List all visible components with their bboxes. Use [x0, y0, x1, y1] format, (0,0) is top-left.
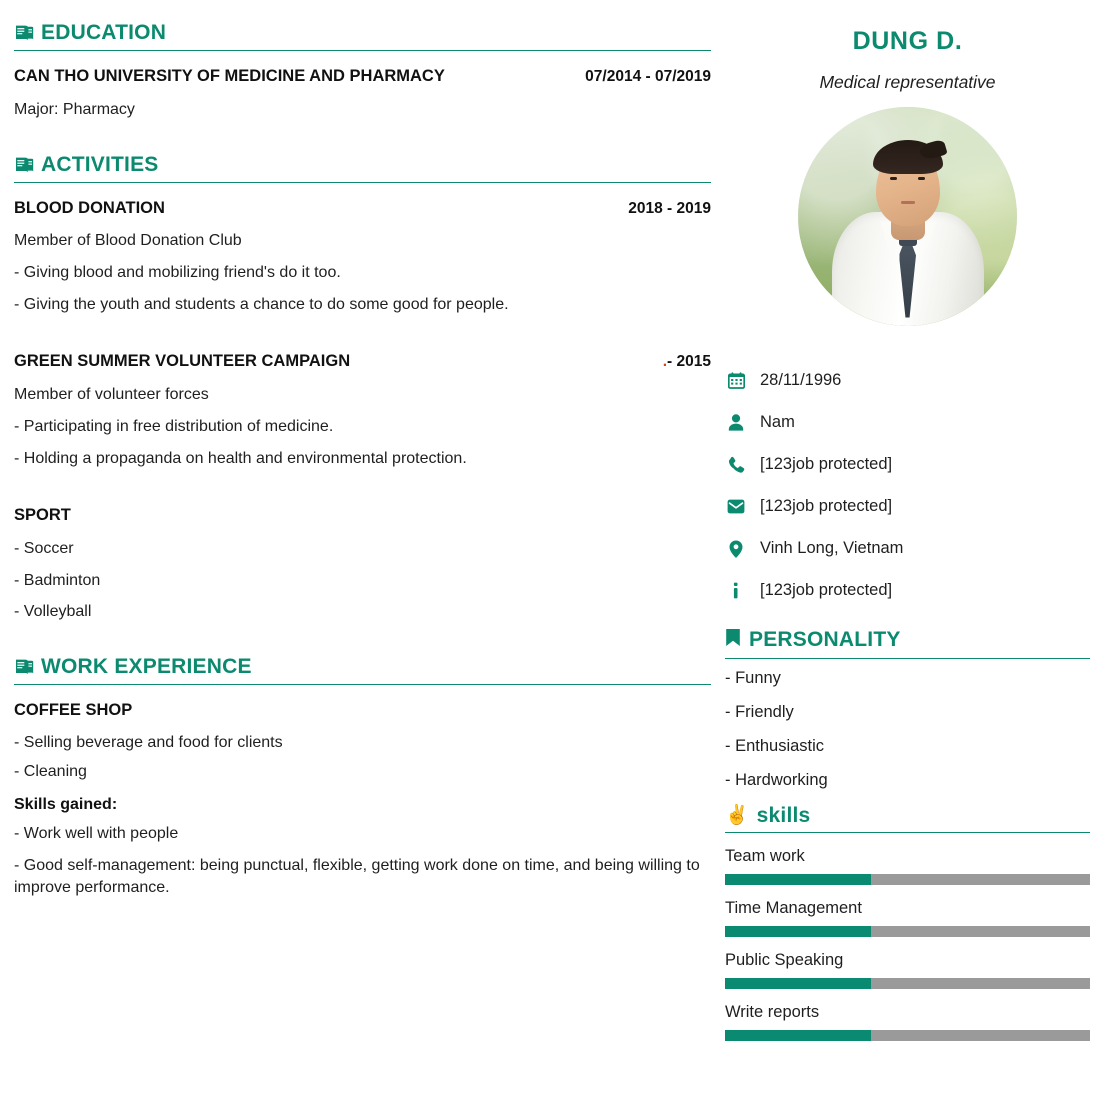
candidate-role: Medical representative [819, 71, 996, 92]
section-divider [725, 832, 1090, 833]
entry-title: COFFEE SHOP [14, 700, 133, 719]
skill-bar [725, 874, 1090, 885]
skill-bar [725, 978, 1090, 989]
contact-row-phone [725, 444, 1090, 486]
section-skills [725, 805, 1090, 1041]
entry-title: SPORT [14, 506, 71, 525]
person-icon [725, 414, 747, 431]
section-title: skills [756, 804, 811, 828]
date-dot-mark: . [662, 353, 668, 371]
entry-title: GREEN SUMMER VOLUNTEER CAMPAIGN [14, 352, 351, 371]
work-entry [14, 697, 711, 900]
right-column [725, 0, 1106, 1041]
contact-value: [123job protected] [760, 581, 893, 599]
contact-value: 28/11/1996 [760, 371, 842, 389]
education-entry [14, 63, 711, 122]
section-title: ACTIVITIES [41, 152, 159, 176]
entry-subline: - Good self-management: being punctual, flexible, getting work done on time, and being willing to improve performance. [14, 856, 700, 897]
calendar-icon [725, 372, 747, 389]
hair [873, 140, 943, 174]
personality-item: - Friendly [725, 702, 794, 721]
portrait-photo [798, 107, 1017, 326]
entry-subline: - Work well with people [14, 824, 179, 842]
entry-line: - Giving the youth and students a chance to do some good for people. [14, 295, 509, 313]
entry-line: - Cleaning [14, 763, 87, 781]
entry-subheading: Skills gained: [14, 795, 118, 813]
skill-label: Team work [725, 847, 805, 866]
section-education [14, 22, 711, 122]
entry-line: - Soccer [14, 539, 74, 557]
entry-title: CAN THO UNIVERSITY OF MEDICINE AND PHARMACY [14, 67, 445, 85]
activity-entry [14, 348, 711, 470]
section-header [14, 154, 711, 175]
entry-line: - Holding a propaganda on health and environmental protection. [14, 449, 467, 467]
spacer [14, 484, 711, 502]
contact-row-location [725, 528, 1090, 570]
entry-header [14, 697, 711, 723]
entry-header [14, 63, 711, 90]
entry-header [14, 502, 711, 528]
entry-line: - Selling beverage and food for clients [14, 734, 283, 752]
section-work-experience [14, 656, 711, 900]
skill-bar [725, 1030, 1090, 1041]
section-title: EDUCATION [41, 21, 167, 44]
spacer [14, 330, 711, 348]
entry-line: - Volleyball [14, 603, 92, 621]
section-divider [14, 50, 711, 51]
contact-value: Vinh Long, Vietnam [760, 539, 904, 557]
contact-value: [123job protected] [760, 497, 893, 515]
victory-hand-icon: ✌ [725, 805, 749, 827]
skill-item [725, 1003, 1090, 1041]
skill-item [725, 899, 1090, 937]
personality-item: - Enthusiastic [725, 736, 825, 755]
info-icon [725, 582, 747, 599]
entry-header [14, 348, 711, 375]
skill-bar-fill [725, 978, 871, 989]
eye-right [918, 177, 925, 180]
contact-value: Nam [760, 413, 795, 431]
book-icon [14, 658, 34, 675]
entry-date-text: - 2015 [667, 353, 711, 371]
spacer [14, 124, 711, 154]
section-divider [14, 684, 711, 685]
skill-bar [725, 926, 1090, 937]
candidate-name: DUNG D. [852, 27, 963, 55]
spacer [14, 626, 711, 656]
contact-value: [123job protected] [760, 455, 893, 473]
section-title: PERSONALITY [749, 628, 901, 651]
entry-line: - Badminton [14, 571, 101, 589]
skill-item [725, 951, 1090, 989]
skill-label: Write reports [725, 1003, 820, 1022]
skill-bar-fill [725, 1030, 871, 1041]
phone-icon [725, 456, 747, 473]
entry-line: Member of Blood Donation Club [14, 232, 242, 250]
book-icon [14, 24, 34, 41]
section-divider [725, 658, 1090, 659]
eye-left [890, 177, 897, 180]
book-icon [14, 156, 34, 173]
skill-item [725, 847, 1090, 885]
envelope-icon [725, 499, 747, 514]
contact-row-birthdate [725, 360, 1090, 402]
avatar [798, 107, 1017, 326]
section-personality [725, 628, 1090, 790]
contact-row-info [725, 570, 1090, 612]
entry-line: Member of volunteer forces [14, 386, 209, 404]
section-header [14, 656, 711, 677]
personality-item: - Funny [725, 668, 781, 687]
skill-label: Time Management [725, 899, 862, 918]
section-header [14, 22, 711, 43]
contact-row-email [725, 486, 1090, 528]
section-activities [14, 154, 711, 624]
mouth [901, 201, 915, 204]
section-header [725, 805, 1090, 826]
entry-date: 07/2014 - 07/2019 [585, 68, 711, 85]
contact-list [725, 360, 1090, 612]
skill-bar-fill [725, 926, 871, 937]
activity-entry [14, 502, 711, 624]
entry-date [663, 350, 711, 375]
personality-item: - Hardworking [725, 770, 828, 789]
entry-title: BLOOD DONATION [14, 198, 165, 217]
entry-line: Major: Pharmacy [14, 100, 135, 118]
section-header [725, 628, 1090, 652]
section-divider [14, 182, 711, 183]
activity-entry [14, 195, 711, 317]
entry-header [14, 195, 711, 222]
section-title: WORK EXPERIENCE [41, 654, 252, 678]
contact-row-gender [725, 402, 1090, 444]
entry-date: 2018 - 2019 [628, 199, 711, 217]
skill-label: Public Speaking [725, 951, 844, 970]
skill-bar-fill [725, 874, 871, 885]
entry-line: - Participating in free distribution of medicine. [14, 417, 334, 435]
location-pin-icon [725, 540, 747, 558]
entry-line: - Giving blood and mobilizing friend's do it too. [14, 264, 341, 282]
bookmark-icon [725, 628, 741, 652]
